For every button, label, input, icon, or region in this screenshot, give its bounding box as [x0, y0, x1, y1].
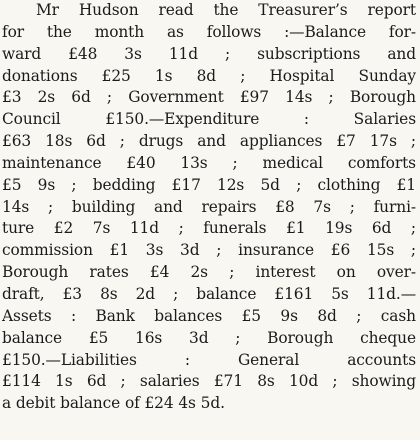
- text-line-9: £5 9s ; bedding £17 12s 5d ; clothing £1: [2, 175, 416, 194]
- text-line-6: Council £150.—Expenditure : Salaries: [2, 110, 416, 129]
- text-line-16: balance £5 16s 3d ; Borough cheque: [2, 328, 416, 347]
- text-line-12: commission £1 3s 3d ; insurance £6 15s ;: [2, 241, 416, 260]
- treasurer-report-paragraph: [2, 0, 416, 415]
- text-line-5: £3 2s 6d ; Government £97 14s ; Borough: [2, 88, 416, 107]
- text-line-3: ward £48 3s 11d ; subscriptions and: [2, 44, 416, 63]
- text-line-14: draft, £3 8s 2d ; balance £161 5s 11d.—: [2, 284, 416, 303]
- text-line-15: Assets : Bank balances £5 9s 8d ; cash: [2, 306, 416, 325]
- text-line-8: maintenance £40 13s ; medical comforts: [2, 153, 416, 172]
- text-line-4: donations £25 1s 8d ; Hospital Sunday: [2, 66, 416, 85]
- text-line-7: £63 18s 6d ; drugs and appliances £7 17s ;: [2, 132, 416, 151]
- text-line-13: Borough rates £4 2s ; interest on over-: [2, 263, 416, 282]
- text-line-2: for the month as follows :—Balance for-: [2, 22, 416, 41]
- text-line-19: a debit balance of £24 4s 5d.: [2, 394, 225, 413]
- text-line-17: £150.—Liabilities : General accounts: [2, 350, 416, 369]
- text-line-18: £114 1s 6d ; salaries £71 8s 10d ; showing: [2, 372, 416, 391]
- text-line-1: Mr Hudson read the Treasurer’s report: [36, 1, 416, 19]
- text-line-11: ture £2 7s 11d ; funerals £1 19s 6d ;: [2, 219, 416, 238]
- text-line-10: 14s ; building and repairs £8 7s ; furni-: [2, 197, 416, 216]
